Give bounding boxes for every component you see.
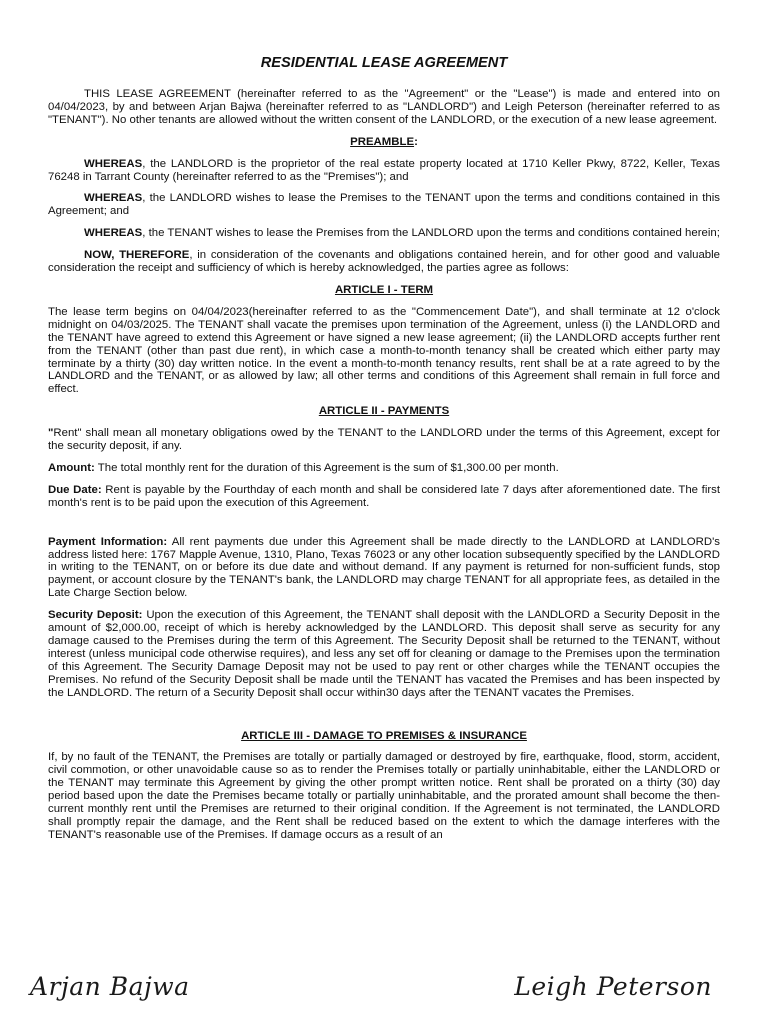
whereas-text-2: , the LANDLORD wishes to lease the Premises to the TENANT upon the terms and conditions contained in this Agreement; and [48,192,720,218]
article-2-heading [48,405,720,418]
whereas-paragraph-3 [48,227,720,240]
tenant-signature: Leigh Peterson [514,972,712,1001]
due-date-paragraph [48,484,720,510]
document-title: RESIDENTIAL LEASE AGREEMENT [260,55,508,71]
whereas-text-1: , the LANDLORD is the proprietor of the real estate property located at 1710 Keller Pkwy, 8722, Keller, Texas 76248 in Tarrant County (hereinafter referred to as the "Premises"); and [48,157,720,183]
article-3-heading [48,730,720,743]
article-3-heading-text: ARTICLE III - DAMAGE TO PREMISES & INSURANCE [241,729,527,742]
intro-paragraph: THIS LEASE AGREEMENT (hereinafter referred to as the "Agreement" or the "Lease") is made and entered into on 04/04/2023, by and between Arjan Bajwa (hereinafter referred to as "LANDLORD") and Leigh Peterson (hereinafter referred to as "TENANT"). No other tenants are allowed without the written consent of the LANDLORD, or the execution of a new lease agreement. [48,88,720,126]
whereas-paragraph-2 [48,192,720,218]
due-date-label: Due Date: [48,483,102,496]
article-1-body: The lease term begins on 04/04/2023(hereinafter referred to as the "Commencement Date"), and shall terminate at 12 o'clock midnight on 04/03/2025. The TENANT shall vacate the premises upon termination of the Agreement, unless (i) the LANDLORD and the TENANT have agreed to extend this Agreement or have signed a new lease agreement; (ii) the LANDLORD accepts further rent from the TENANT (other than past due rent), in which case a month-to-month tenancy shall be created which either party may terminate by a thirty (30) day written notice. In the event a month-to-month tenancy results, rent shall be at a rate agreed to by the LANDLORD and the TENANT, or as allowed by law; all other terms and conditions of this Agreement shall remain in full force and effect. [48,305,720,396]
payment-info-text: All rent payments due under this Agreement shall be made directly to the LANDLORD at LANDLORD's address listed here: 1767 Mapple Avenue, 1310, Plano, Texas 76023 or any other location subsequently specified by the LANDLORD in writing to the TENANT, on or before its due date and without demand. If any payment is returned for non-sufficient funds, stop payment, or account closure by the TENANT's bank, the LANDLORD may charge TENANT for all appropriate fees, as detailed in the Late Charge Section below. [48,535,720,600]
preamble-heading-text: PREAMBLE [350,135,415,148]
security-deposit-text: Upon the execution of this Agreement, the TENANT shall deposit with the LANDLORD a Security Deposit in the amount of $2,000.00, receipt of which is hereby acknowledged by the LANDLORD. This deposit shall serve as security for any damage caused to the Premises during the term of this Agreement. The Security Deposit shall be returned to the TENANT, without interest (unless municipal code otherwise requires), and less any set off for cleaning or damage to the Premises upon the termination of this Agreement. The Security Damage Deposit may not be used to pay rent or other charges while the TENANT occupies the Premises. No refund of the Security Deposit shall be made until the TENANT has vacated the Premises and has been inspected by the LANDLORD. The return of a Security Deposit shall occur within30 days after the TENANT vacates the Premises. [48,609,720,699]
spacer [48,519,720,536]
amount-paragraph [48,462,720,475]
therefore-label: NOW, THEREFORE [84,249,190,262]
payment-info-paragraph [48,536,720,601]
security-deposit-label: Security Deposit: [48,609,143,622]
therefore-paragraph [48,249,720,275]
amount-label: Amount: [48,461,95,474]
article-1-heading [48,284,720,297]
preamble-heading [48,136,720,149]
whereas-label-1: WHEREAS [84,157,143,170]
whereas-text-3: , the TENANT wishes to lease the Premises from the LANDLORD upon the terms and conditions contained herein; [142,227,720,240]
lease-document [48,54,720,851]
whereas-paragraph-1 [48,158,720,184]
rent-quote: " [48,427,54,440]
amount-text: The total monthly rent for the duration of this Agreement is the sum of $1,300.00 per month. [94,461,559,474]
whereas-label-3: WHEREAS [84,227,143,240]
due-date-text: Rent is payable by the Fourthday of each month and shall be considered late 7 days after aforementioned date. The first month's rent is to be paid upon the execution of this Agreement. [48,483,721,509]
rent-definition [48,427,720,453]
landlord-signature: Arjan Bajwa [30,972,190,1001]
rent-definition-text: Rent" shall mean all monetary obligations owed by the TENANT to the LANDLORD under the terms of this Agreement, except for the security deposit, if any. [48,427,720,453]
security-deposit-paragraph [48,609,720,699]
article-1-heading-text: ARTICLE I - TERM [334,283,434,296]
preamble-heading-colon: : [414,135,418,148]
payment-info-label: Payment Information: [48,535,168,548]
article-3-body: If, by no fault of the TENANT, the Premises are totally or partially damaged or destroyed by fire, earthquake, flood, storm, accident, civil commotion, or other unavoidable cause so as to render the Premises totally or partially uninhabitable, either the LANDLORD or the TENANT may terminate this Agreement by giving the other prompt written notice. Rent shall be prorated on a thirty (30) day period based upon the date the Premises became totally or partially uninhabitable, and the prorated amount shall become the then-current monthly rent until the Premises are returned to their original condition. If the Agreement is not terminated, the LANDLORD shall promptly repair the damage, and the Rent shall be reduced based on the extent to which the damage interferes with the TENANT's reasonable use of the Premises. If damage occurs as a result of an [48,751,720,841]
therefore-text: , in consideration of the covenants and obligations contained herein, and for other good and valuable consideration the receipt and sufficiency of which is hereby acknowledged, the parties agree as follows: [48,249,720,275]
whereas-label-2: WHEREAS [84,192,143,205]
article-2-heading-text: ARTICLE II - PAYMENTS [318,405,450,418]
spacer [48,709,720,730]
